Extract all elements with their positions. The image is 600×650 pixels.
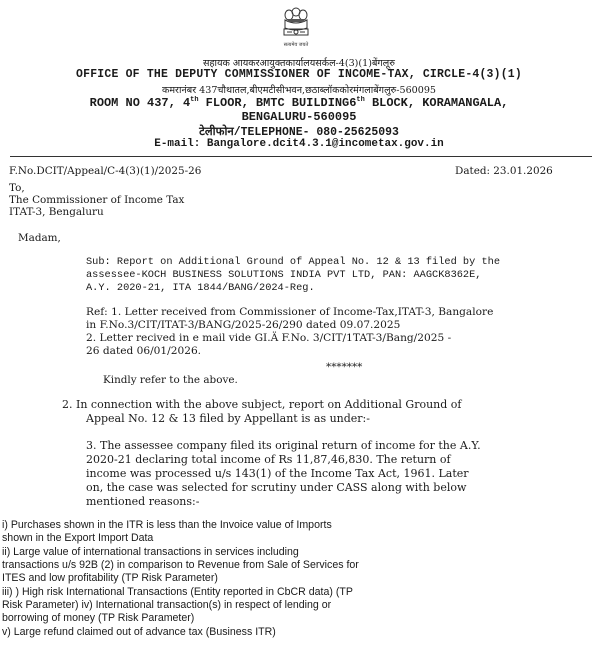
kindly-refer: Kindly refer to the above. xyxy=(103,374,238,386)
reason-line: i) Purchases shown in the ITR is less than the Invoice value of Imports xyxy=(2,519,332,531)
reason-line: ii) Large value of international transactions in services including xyxy=(2,546,299,558)
subject-line: assessee-KOCH BUSINESS SOLUTIONS INDIA PVT LTD, PAN: AAGCK8362E, xyxy=(86,269,482,281)
paragraph-3-line: mentioned reasons:- xyxy=(86,495,200,508)
reason-line: iii) ) High risk International Transactions (Entity reported in CbCR data) (TP xyxy=(2,586,353,598)
addressee-title: The Commissioner of Income Tax xyxy=(9,194,185,206)
reason-line: Risk Parameter) iv) International transaction(s) in respect of lending or xyxy=(2,599,332,611)
salutation: Madam, xyxy=(18,232,61,244)
office-name-hindi: सहायक आयकरआयुक्तकार्यालयसर्कल-4(3)(1)बेंगलूरु xyxy=(202,58,396,69)
subject-line: A.Y. 2020-21, ITA 1844/BANG/2024-Reg. xyxy=(86,282,315,294)
to-label: To, xyxy=(9,182,25,194)
reference-line: 26 dated 06/01/2026. xyxy=(86,345,202,357)
reference-line: 2. Letter recived in e mail vide GI.Ä F.No. 3/CIT/1TAT-3/Bang/2025 - xyxy=(86,332,452,344)
paragraph-2-line: Appeal No. 12 & 13 filed by Appellant is as under:- xyxy=(86,412,370,425)
letter-date: Dated: 23.01.2026 xyxy=(455,165,553,177)
office-address-city: BENGALURU-560095 xyxy=(241,110,357,124)
reason-line: ITES and low profitability (TP Risk Parameter) xyxy=(2,572,218,584)
reference-line: in F.No.3/CIT/ITAT-3/BANG/2025-26/290 dated 09.07.2025 xyxy=(86,319,401,331)
separator-stars: ******* xyxy=(326,361,363,373)
paragraph-3-line: 2020-21 declaring total income of Rs 11,87,46,830. The return of xyxy=(86,453,451,466)
reason-line: shown in the Export Import Data xyxy=(2,532,154,544)
email-address: E-mail: Bangalore.dcit4.3.1@incometax.gov.in xyxy=(154,138,444,150)
paragraph-3-line: income was processed u/s 143(1) of the Income Tax Act, 1961. Later xyxy=(86,467,469,480)
reference-line: Ref: 1. Letter received from Commissioner of Income-Tax,ITAT-3, Bangalore xyxy=(86,306,494,318)
office-name: OFFICE OF THE DEPUTY COMMISSIONER OF INCOME-TAX, CIRCLE-4(3)(1) xyxy=(76,68,522,81)
reason-line: transactions u/s 92B (2) in comparison to Revenue from Sale of Services for xyxy=(2,559,359,571)
file-number: F.No.DCIT/Appeal/C-4(3)(1)/2025-26 xyxy=(9,165,202,177)
paragraph-2-line: 2. In connection with the above subject, report on Additional Ground of xyxy=(62,398,462,411)
header-divider xyxy=(10,156,592,157)
paragraph-3-line: on, the case was selected for scrutiny under CASS along with below xyxy=(86,481,467,494)
office-address-hindi: कमरानंबर 437चौथातल,बीएमटीसीभवन,छठाब्लॉककोरमंगलाबेंगलुरु-560095 xyxy=(161,85,437,96)
svg-text:सत्यमेव जयते: सत्यमेव जयते xyxy=(283,42,309,48)
state-emblem-icon xyxy=(276,2,316,52)
subject-line: Sub: Report on Additional Ground of Appeal No. 12 & 13 filed by the xyxy=(86,256,501,268)
reason-line: borrowing of money (TP Risk Parameter) xyxy=(2,612,195,624)
addressee-office: ITAT-3, Bengaluru xyxy=(9,206,104,218)
paragraph-3-line: 3. The assessee company filed its original return of income for the A.Y. xyxy=(86,439,481,452)
reason-line: v) Large refund claimed out of advance tax (Business ITR) xyxy=(2,626,276,638)
office-address: ROOM NO 437, 4th FLOOR, BMTC BUILDING6th BLOCK, KORAMANGALA, xyxy=(89,96,509,110)
telephone: टेलीफोन/TELEPHONE- 080-25625093 xyxy=(199,126,399,139)
